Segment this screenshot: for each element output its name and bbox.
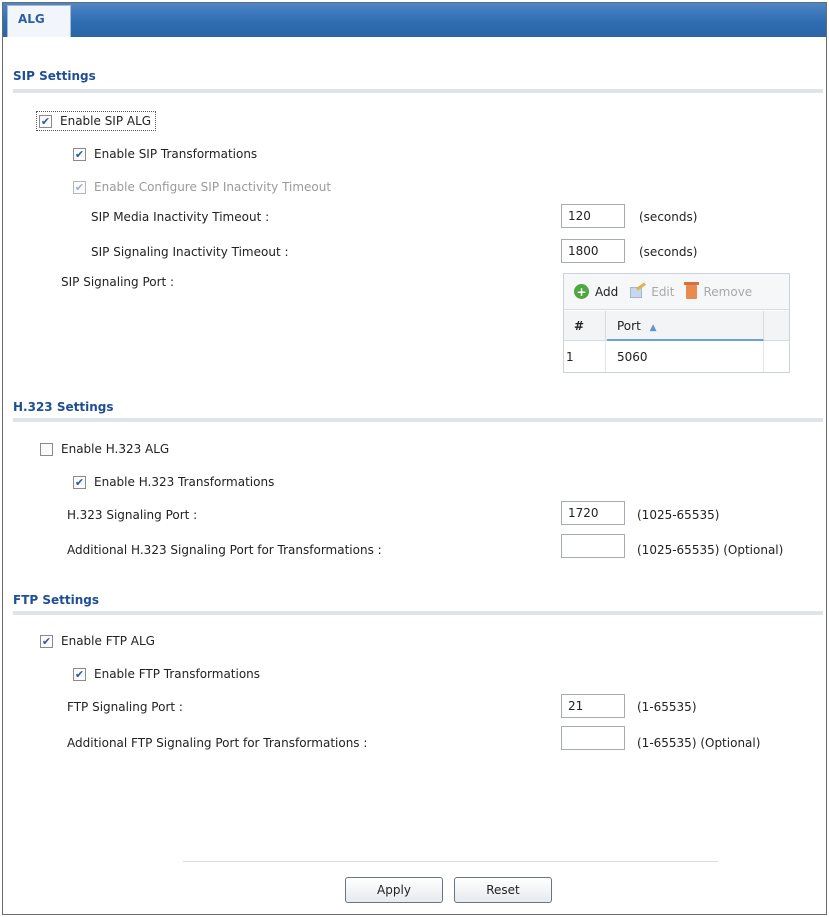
h323-signaling-port-range: (1025-65535) bbox=[637, 508, 720, 522]
footer-divider bbox=[183, 861, 718, 862]
enable-h323-transformations-label: Enable H.323 Transformations bbox=[94, 475, 275, 489]
edit-button[interactable] bbox=[630, 285, 674, 299]
check-icon: ✔ bbox=[74, 147, 85, 161]
table-header bbox=[564, 311, 789, 341]
column-header-number[interactable]: # bbox=[564, 311, 606, 341]
row-port: 5060 bbox=[607, 342, 764, 372]
enable-ftp-alg-label: Enable FTP ALG bbox=[61, 634, 155, 648]
column-header-port-label: Port bbox=[617, 319, 641, 333]
check-icon: ✔ bbox=[74, 667, 85, 681]
enable-ftp-transformations-checkbox[interactable] bbox=[71, 665, 264, 683]
ftp-signaling-port-input[interactable] bbox=[561, 694, 625, 718]
table-row[interactable] bbox=[564, 342, 789, 372]
h323-signaling-port-label: H.323 Signaling Port : bbox=[67, 508, 198, 522]
section-divider bbox=[13, 611, 823, 615]
sip-port-table bbox=[563, 273, 790, 373]
h323-additional-port-label: Additional H.323 Signaling Port for Transformations : bbox=[67, 543, 382, 557]
alg-panel bbox=[2, 2, 827, 915]
ftp-additional-port-label: Additional FTP Signaling Port for Transformations : bbox=[67, 736, 368, 750]
enable-ftp-alg-row bbox=[38, 632, 159, 650]
h323-signaling-port-input[interactable] bbox=[561, 501, 625, 525]
section-divider bbox=[13, 89, 823, 93]
enable-h323-alg-label: Enable H.323 ALG bbox=[61, 442, 170, 456]
add-button[interactable] bbox=[574, 284, 618, 299]
remove-label: Remove bbox=[703, 284, 753, 299]
sip-signaling-timeout-input[interactable] bbox=[561, 239, 625, 263]
sip-signaling-port-label: SIP Signaling Port : bbox=[61, 275, 175, 289]
enable-h323-alg-checkbox[interactable] bbox=[38, 440, 173, 458]
sip-media-timeout-label: SIP Media Inactivity Timeout : bbox=[91, 210, 270, 224]
enable-sip-transformations-checkbox[interactable] bbox=[71, 145, 261, 163]
enable-ftp-alg-checkbox[interactable] bbox=[38, 632, 159, 650]
check-icon: ✔ bbox=[74, 475, 85, 489]
sort-ascending-icon: ▲ bbox=[649, 323, 657, 333]
remove-button[interactable] bbox=[686, 285, 752, 299]
ftp-section-title: FTP Settings bbox=[13, 593, 99, 607]
h323-section-title: H.323 Settings bbox=[13, 400, 114, 414]
add-label: Add bbox=[595, 284, 619, 299]
check-icon: ✔ bbox=[74, 180, 85, 194]
ftp-additional-port-input[interactable] bbox=[561, 726, 625, 750]
ftp-signaling-port-label: FTP Signaling Port : bbox=[67, 700, 183, 714]
check-icon bbox=[40, 443, 53, 456]
trash-icon bbox=[686, 285, 697, 299]
sip-signaling-timeout-label: SIP Signaling Inactivity Timeout : bbox=[91, 245, 289, 259]
enable-sip-timeout-checkbox[interactable] bbox=[71, 178, 335, 196]
enable-sip-alg-checkbox[interactable] bbox=[36, 111, 156, 131]
ftp-signaling-port-range: (1-65535) bbox=[637, 700, 697, 714]
edit-label: Edit bbox=[651, 284, 675, 299]
reset-button[interactable]: Reset bbox=[454, 877, 552, 903]
sip-signaling-timeout-unit: (seconds) bbox=[639, 245, 698, 259]
enable-sip-timeout-label: Enable Configure SIP Inactivity Timeout bbox=[94, 180, 332, 194]
tab-alg[interactable]: ALG bbox=[7, 5, 71, 37]
apply-button[interactable]: Apply bbox=[345, 877, 443, 903]
ftp-additional-port-range: (1-65535) (Optional) bbox=[637, 736, 761, 750]
sip-section-title: SIP Settings bbox=[13, 69, 96, 83]
enable-sip-timeout-row bbox=[71, 178, 335, 196]
enable-ftp-transformations-row bbox=[71, 665, 264, 683]
enable-h323-transformations-checkbox[interactable] bbox=[71, 473, 278, 491]
column-header-port[interactable] bbox=[607, 311, 764, 341]
check-icon: ✔ bbox=[40, 114, 51, 128]
check-icon: ✔ bbox=[41, 634, 52, 648]
port-table-toolbar bbox=[564, 274, 789, 310]
enable-sip-transformations-row bbox=[71, 145, 261, 163]
enable-sip-transformations-label: Enable SIP Transformations bbox=[94, 147, 258, 161]
section-divider bbox=[13, 418, 823, 422]
sip-media-timeout-input[interactable] bbox=[561, 204, 625, 228]
h323-additional-port-input[interactable] bbox=[561, 534, 625, 558]
h323-additional-port-range: (1025-65535) (Optional) bbox=[637, 543, 784, 557]
enable-h323-transformations-row bbox=[71, 473, 278, 491]
enable-ftp-transformations-label: Enable FTP Transformations bbox=[94, 667, 261, 681]
enable-sip-alg-row bbox=[36, 111, 156, 131]
row-number: 1 bbox=[564, 342, 606, 372]
tab-bar bbox=[3, 3, 826, 37]
enable-sip-alg-label: Enable SIP ALG bbox=[60, 114, 152, 128]
add-icon: + bbox=[574, 284, 589, 299]
enable-h323-alg-row bbox=[38, 440, 173, 458]
edit-icon bbox=[630, 285, 646, 298]
sip-media-timeout-unit: (seconds) bbox=[639, 210, 698, 224]
